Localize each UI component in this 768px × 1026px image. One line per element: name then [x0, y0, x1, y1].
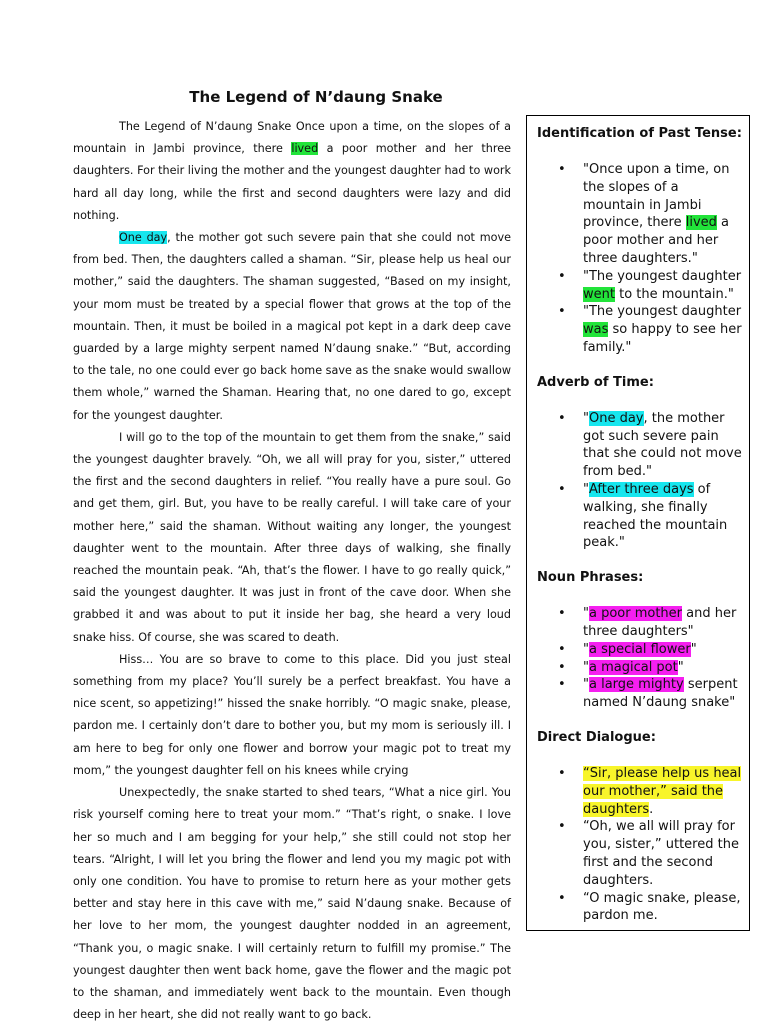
list-item: • "The youngest daughter was so happy to see her family." — [537, 303, 749, 356]
list-item: • "After three days of walking, she finally reached the mountain peak." — [537, 481, 749, 552]
past-tense-heading: Identification of Past Tense: — [537, 126, 742, 141]
list-item: • "Once upon a time, on the slopes of a mountain in Jambi province, there lived a poor mother and her three daughters." — [537, 161, 749, 268]
list-item: • "a poor mother and her three daughters" — [537, 605, 749, 641]
story-paragraph-5: Unexpectedly, the snake started to shed tears, “What a nice girl. You risk yourself coming here to treat your mom.” “That’s right, o snake. I love her so much and I am begging for your help,” she still could not stop her tears. “Alright, I will let you bring the flower and lend you my magic pot with only one condition. You have to promise to return here as your mother gets better and stay here in this cave with me,” said N’daung snake. Because of her love to her mom, the youngest daughter nodded in an agreement, “Thank you, o magic snake. I will certainly return to fulfill my promise.” The youngest daughter then went back home, gave the flower and the magic pot to the shaman, and immediately went back to the mountain. Even though deep in her heart, she did not really want to go back. — [73, 786, 511, 1022]
adverb-list — [537, 410, 749, 552]
story-text — [73, 116, 511, 1026]
noun-phrases-heading: Noun Phrases: — [537, 570, 644, 586]
noun-phrases-list — [537, 605, 749, 712]
highlight-lived: lived — [291, 142, 319, 156]
direct-dialogue-heading: Direct Dialogue: — [537, 729, 656, 745]
story-paragraph-1: The Legend of N’daung Snake Once upon a time, on the slopes of a mountain in Jambi province, there lived a poor mother and her three daughters. For their living the mother and the youngest daughter had to work hard all day long, while the first and second daughters were lazy and did nothing. — [73, 120, 511, 222]
story-paragraph-3: I will go to the top of the mountain to get them from the snake,” said the youngest daughter bravely. “Oh, we all will pray for you, sister,” uttered the first and the second daughters in relief. “You really have a pure soul. Go and get them, girl. But, you have to be really careful. I will take care of your mother here,” said the shaman. Without waiting any longer, the youngest daughter went to the mountain. After three days of walking, she finally reached the mountain peak. “Ah, that’s the flower. I have to go really quick,” said the youngest daughter. It was just in front of the cave door. When she grabbed it and was about to put it inside her bag, she heard a very loud snake hiss. Of course, she was scared to death. — [73, 430, 511, 644]
analysis-box — [526, 115, 750, 931]
list-item: • "One day, the mother got such severe pain that she could not move from bed." — [537, 410, 749, 481]
list-item: • "a large mighty serpent named N’daung snake" — [537, 676, 749, 712]
story-paragraph-4: Hiss… You are so brave to come to this place. Did you just steal something from my place? You’ll surely be a perfect breakfast. You have a nice scent, so appetizing!” hissed the snake horribly. “O magic snake, please, pardon me. I certainly don’t dare to bother you, but my mom is seriously ill. I am here to beg for only one flower and borrow your magic pot to treat my mom,” the youngest daughter fell on his knees while crying — [73, 652, 511, 777]
direct-dialogue-list — [537, 765, 749, 925]
list-item: • "a special flower" — [537, 641, 749, 659]
list-item: • “Sir, please help us heal our mother,” said the daughters. — [537, 765, 749, 818]
list-item: • "a magical pot" — [537, 659, 749, 677]
list-item: • “Oh, we all will pray for you, sister,” uttered the first and the second daughters. — [537, 818, 749, 889]
document-title: The Legend of N’daung Snake — [189, 88, 443, 106]
list-item: • "The youngest daughter went to the mountain." — [537, 268, 749, 304]
list-item: • “O magic snake, please, pardon me. — [537, 890, 749, 926]
adverb-heading: Adverb of Time: — [537, 374, 654, 390]
past-tense-list — [537, 161, 749, 357]
highlight-one-day: One day — [119, 231, 168, 245]
story-paragraph-2: One day, the mother got such severe pain that she could not move from bed. Then, the daughters called a shaman. “Sir, please help us heal our mother,” said the daughters. The shaman suggested, “Based on my insight, your mom must be treated by a special flower that grows at the top of the mountain. Then, it must be boiled in a magical pot kept in a dark deep cave guarded by a large mighty serpent named N’daung snake.” “But, according to the tale, no one could ever go back home save as the snake would swallow them whole,” warned the Shaman. Hearing that, no one dared to go, except for the youngest daughter. — [73, 231, 511, 422]
